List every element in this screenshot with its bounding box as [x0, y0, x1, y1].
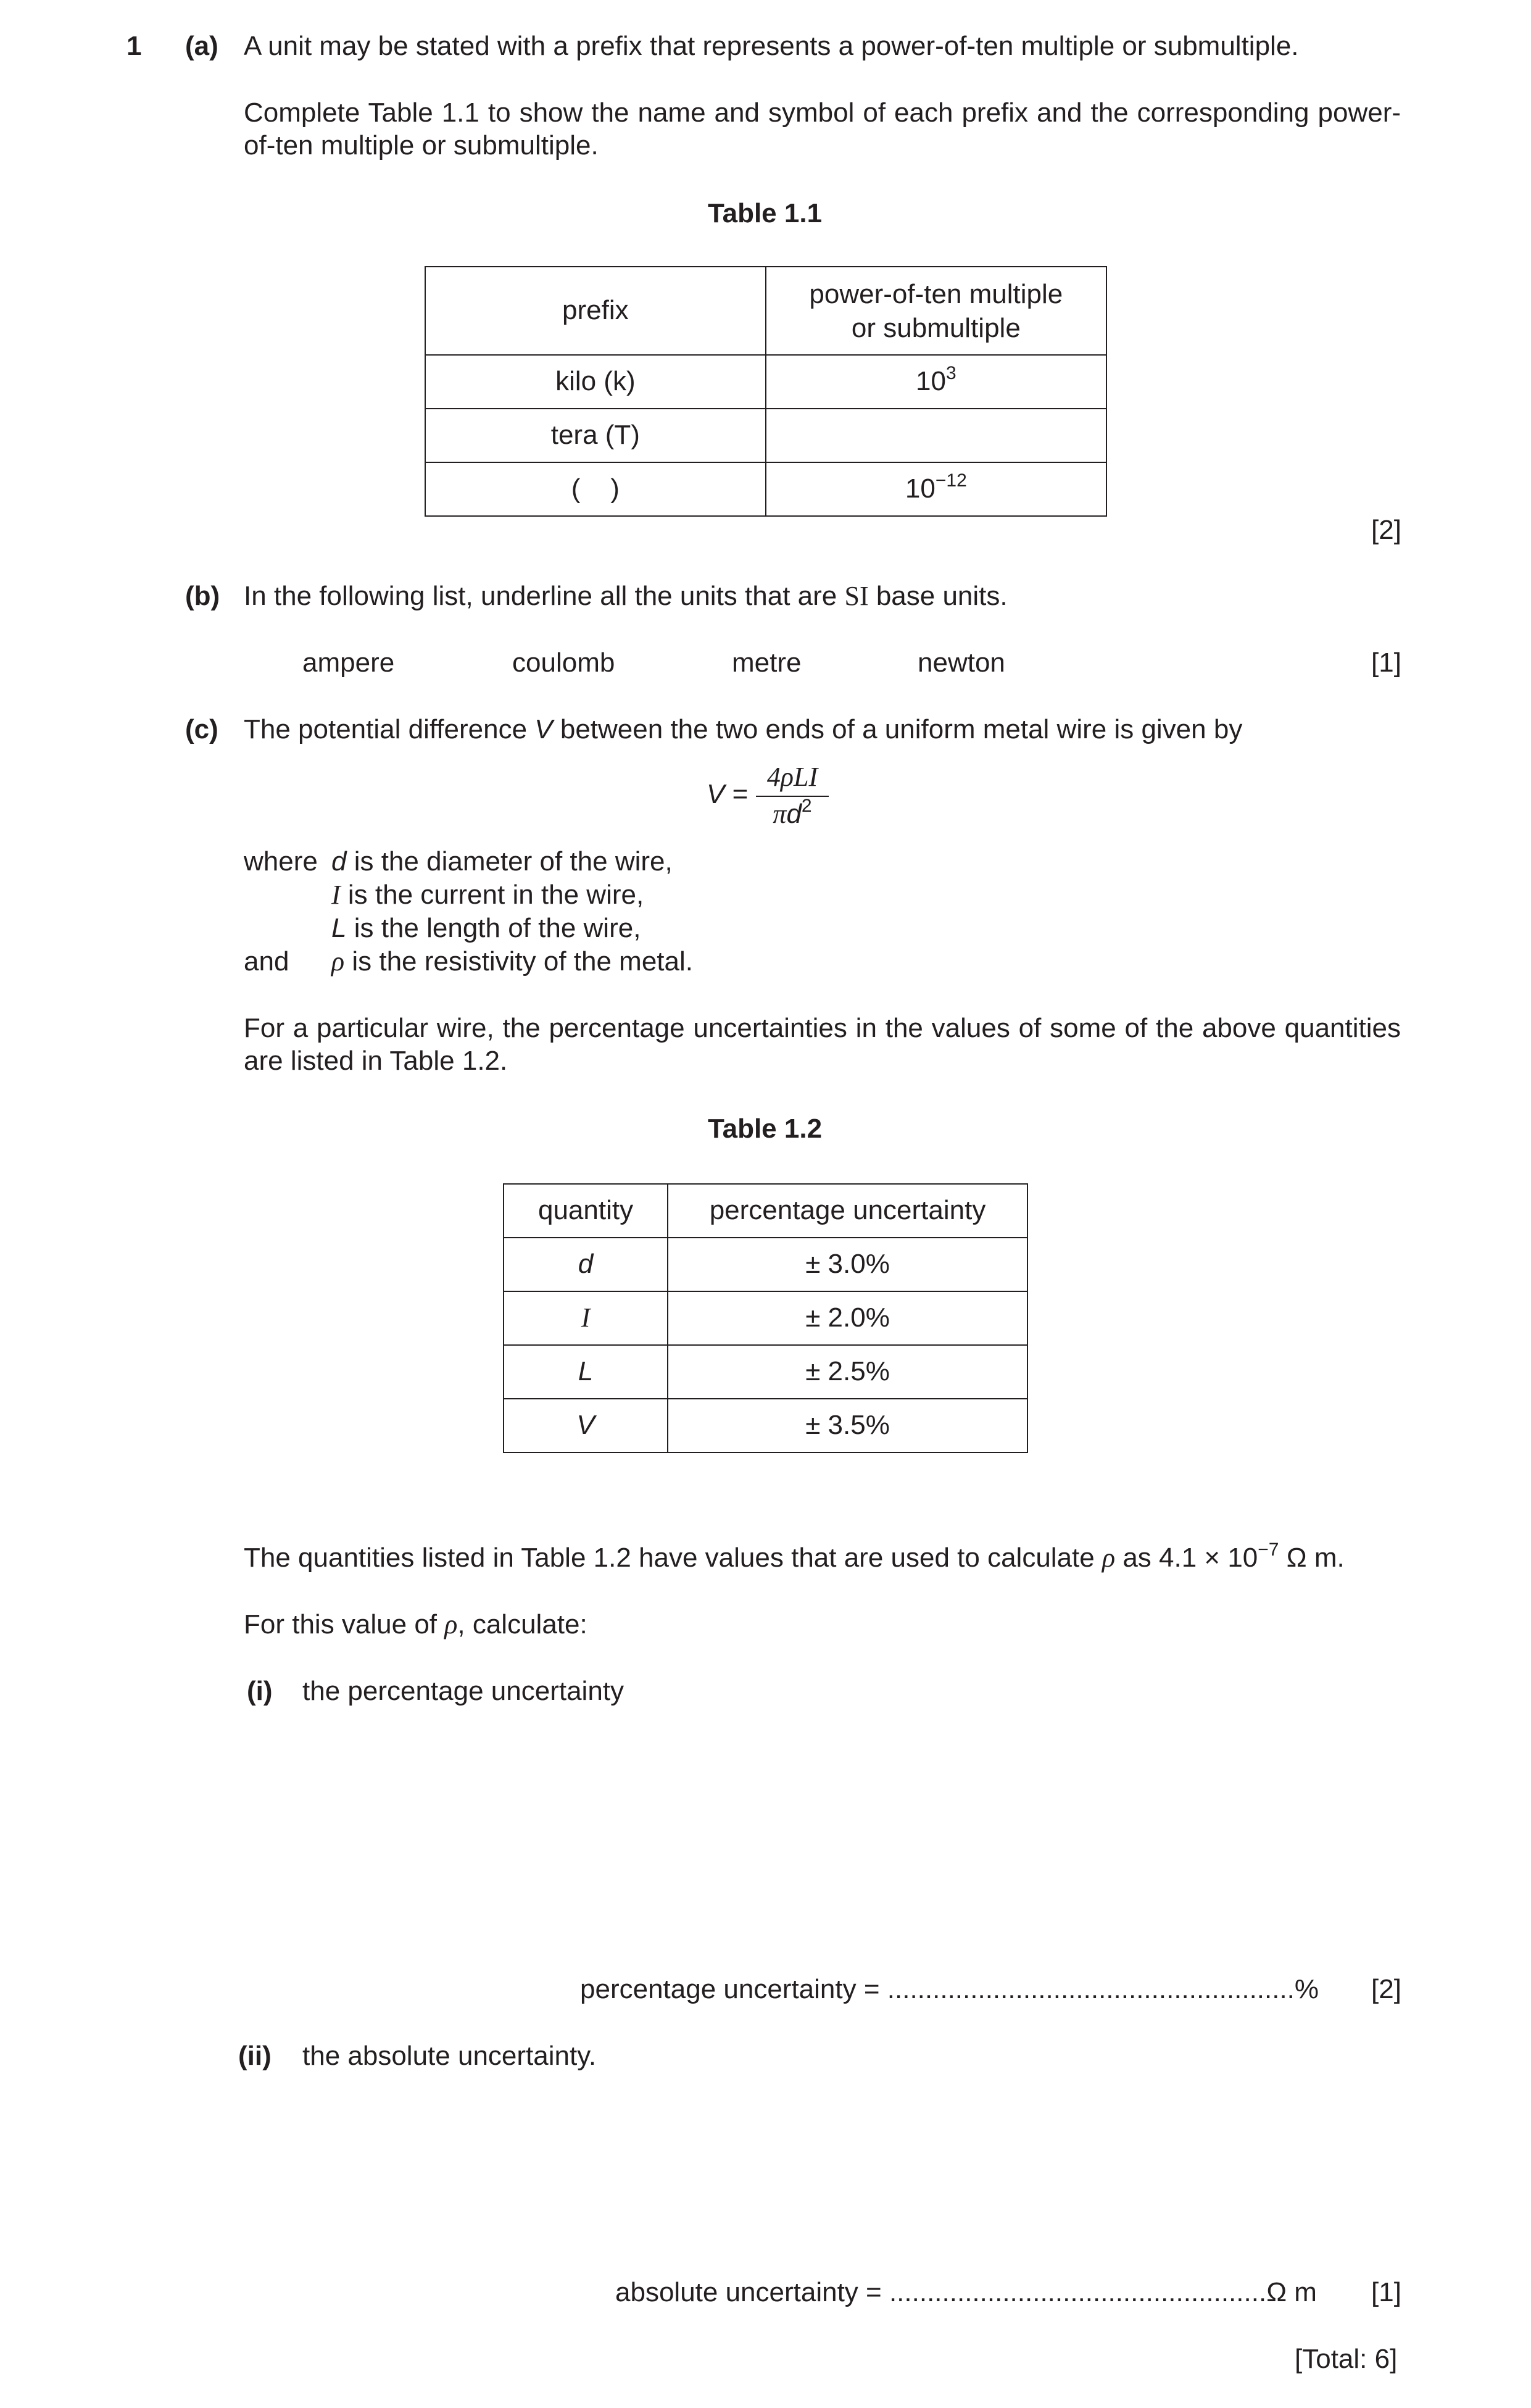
answer-label: percentage uncertainty =	[580, 1974, 887, 2004]
eq-equals: =	[732, 779, 749, 809]
part-b-marks: [1]	[1371, 648, 1401, 678]
part-c-i-label: (i)	[247, 1676, 273, 1706]
power-exponent: −12	[935, 470, 967, 491]
answer-label: absolute uncertainty =	[615, 2277, 889, 2307]
answer-dots[interactable]: ......................................................	[887, 1974, 1295, 2004]
part-c-ii-marks: [1]	[1371, 2277, 1401, 2307]
part-c-i-marks: [2]	[1371, 1974, 1401, 2004]
part-c-ii-text: the absolute uncertainty.	[302, 2041, 597, 2071]
table-1-2-header-quantity: quantity	[504, 1184, 668, 1238]
answer-unit: Ω m	[1266, 2277, 1317, 2307]
quantity-cell: I	[504, 1291, 668, 1345]
percentage-uncertainty-answer	[580, 1973, 1319, 2006]
calc-statement: The quantities listed in Table 1.2 have values that are used to calculate ρ as $4.1 \times 10^{-7}$ Ω m.	[244, 1539, 1345, 1573]
unit-newton[interactable]: newton	[918, 648, 1005, 678]
fraction-bar	[756, 796, 829, 797]
part-c-intro: The potential difference V between the two ends of a uniform metal wire is given by	[244, 714, 1243, 744]
unit-metre[interactable]: metre	[732, 648, 802, 678]
uncertainty-cell: ± 2.5%	[668, 1345, 1027, 1399]
unit-coulomb[interactable]: coulomb	[512, 648, 615, 678]
part-b-label: (b)	[185, 581, 220, 611]
table-1-2-title: Table 1.2	[708, 1114, 823, 1144]
part-a-instruction: Complete Table 1.1 to show the name and symbol of each prefix and the corresponding power-of-ten multiple or submultiple.	[244, 98, 1401, 160]
part-a-label: (a)	[185, 31, 218, 61]
table-1-1-prefix-cell: tera (T)	[425, 409, 766, 462]
quantity-cell: V	[504, 1399, 668, 1452]
table-1-1-power-cell	[766, 462, 1106, 516]
header-power-line1: power-of-ten multiple	[809, 278, 1063, 309]
eq-lhs: V	[707, 779, 725, 809]
uncertainty-cell: ± 2.0%	[668, 1291, 1027, 1345]
part-b-text: In the following list, underline all the units that are SI base units.	[244, 581, 1008, 611]
table-1-1	[425, 266, 1107, 517]
power-exponent: 3	[945, 363, 956, 384]
absolute-uncertainty-answer	[615, 2277, 1317, 2309]
header-power-line2: or submultiple	[851, 312, 1021, 343]
part-c-label: (c)	[185, 714, 218, 744]
table-1-2-header-uncertainty: percentage uncertainty	[668, 1184, 1027, 1238]
table-1-2	[503, 1183, 1028, 1453]
total-marks: [Total: 6]	[1295, 2344, 1398, 2374]
where-l: L is the length of the wire,	[331, 913, 641, 943]
part-a-intro: A unit may be stated with a prefix that represents a power-of-ten multiple or submultiple.	[244, 31, 1299, 61]
where-d: d is the diameter of the wire,	[331, 846, 673, 877]
answer-dots[interactable]: ..................................................	[889, 2277, 1267, 2307]
part-c-i-text: the percentage uncertainty	[302, 1676, 624, 1706]
where-rho: ρ is the resistivity of the metal.	[331, 946, 693, 977]
part-c-ii-label: (ii)	[238, 2041, 272, 2071]
table-1-1-prefix-cell-blank[interactable]: ( )	[425, 462, 766, 516]
table-1-1-header-prefix: prefix	[425, 267, 766, 355]
uncertainty-intro: For a particular wire, the percentage uncertainties in the values of some of the above quantities are listed in Table 1.2.	[244, 1013, 1401, 1076]
quantity-cell: L	[504, 1345, 668, 1399]
question-number: 1	[127, 31, 142, 61]
table-1-1-title: Table 1.1	[708, 198, 823, 228]
table-1-1-header-power	[766, 267, 1106, 355]
eq-fraction	[756, 761, 829, 835]
eq-denominator: $\pi d^2$	[773, 796, 812, 829]
power-base: 10	[916, 366, 946, 397]
table-1-1-power-cell	[766, 355, 1106, 409]
table-1-1-prefix-cell: kilo (k)	[425, 355, 766, 409]
for-value-text: For this value of ρ, calculate:	[244, 1609, 587, 1639]
where-i: I is the current in the wire,	[331, 880, 644, 910]
part-a-marks: [2]	[1371, 515, 1401, 545]
and-label: and	[244, 946, 289, 977]
answer-unit: %	[1294, 1974, 1319, 2004]
quantity-cell: d	[504, 1238, 668, 1291]
power-base: 10	[905, 473, 936, 504]
equation	[707, 778, 748, 811]
unit-ampere[interactable]: ampere	[302, 648, 395, 678]
si-abbrev: SI	[844, 581, 869, 611]
eq-numerator: 4ρLI	[766, 762, 818, 792]
uncertainty-cell: ± 3.5%	[668, 1399, 1027, 1452]
uncertainty-cell: ± 3.0%	[668, 1238, 1027, 1291]
table-1-1-power-cell-blank[interactable]	[766, 409, 1106, 462]
where-label: where	[244, 846, 318, 877]
